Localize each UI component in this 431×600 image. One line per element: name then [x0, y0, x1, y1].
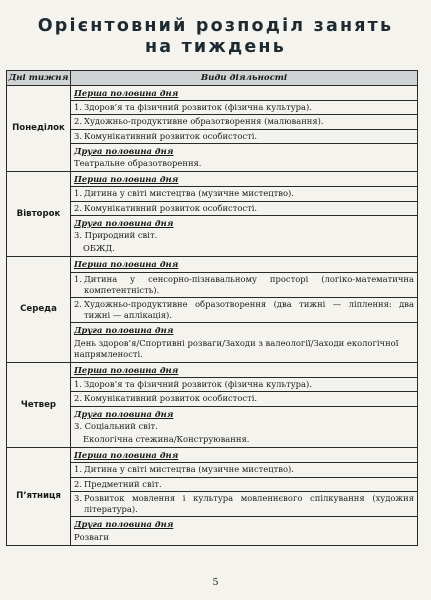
activity-item	[71, 477, 417, 491]
second-half-heading: Друга половина дня	[74, 145, 174, 156]
activity-text: Комунікативний розвиток особистості.	[84, 393, 258, 404]
day-row-first-half	[7, 257, 418, 323]
page-title-line-1: Орієнтовний розподіл занять	[37, 16, 394, 36]
activity-text: Предметний світ.	[84, 478, 162, 489]
activity-item	[71, 129, 417, 143]
second-half-subtext: ОБЖД.	[83, 243, 115, 254]
activity-item	[71, 462, 417, 476]
activity-number: 2.	[74, 478, 82, 489]
day-row-first-half	[7, 363, 418, 407]
second-half-heading: Друга половина дня	[74, 325, 174, 336]
day-name: Середа	[7, 257, 71, 363]
activity-text: Дитина у сенсорно-пізнавальному просторі (логіко-математична компетентність).	[84, 273, 414, 295]
activity-text: Художньо-продуктивне образотворення (малювання).	[84, 116, 324, 127]
activity-number: 2.	[74, 299, 82, 310]
activity-number: 1.	[74, 273, 82, 284]
first-half-cell	[71, 448, 418, 517]
activity-number: 2.	[74, 393, 82, 404]
first-half-heading: Перша половина дня	[74, 450, 179, 461]
day-name: Вівторок	[7, 172, 71, 257]
second-half-cell	[71, 143, 418, 171]
activity-item	[71, 297, 417, 322]
activities-column-header: Види діяльності	[71, 71, 418, 86]
activity-item	[71, 114, 417, 128]
activity-number: 2.	[74, 116, 82, 127]
second-half-text: 3. Соціальний світ.	[74, 420, 158, 431]
second-half-text: 3. Природний світ.	[74, 230, 158, 241]
second-half-text: Розваги	[74, 531, 109, 542]
first-half-heading: Перша половина дня	[74, 365, 179, 376]
activity-number: 2.	[74, 202, 82, 213]
activity-item	[71, 186, 417, 200]
activity-number: 3.	[74, 130, 82, 141]
table-header-row	[7, 71, 418, 86]
first-half-heading: Перша половина дня	[74, 174, 179, 185]
day-row-first-half	[7, 86, 418, 144]
activity-item	[71, 391, 417, 405]
activity-number: 3.	[74, 492, 82, 503]
day-row-first-half	[7, 172, 418, 216]
activity-text: Розвиток мовлення і культура мовленнєвого спілкування (художня література).	[84, 492, 414, 515]
activity-text: Дитина у світі мистецтва (музичне мистецтво).	[84, 188, 294, 199]
second-half-text: День здоров’я/Спортивні розваги/Заходи з валеології/Заходи екологічної напрямленості.	[74, 337, 399, 359]
day-column-header: Дні тижня	[7, 71, 71, 86]
first-half-cell	[71, 363, 418, 407]
second-half-heading: Друга половина дня	[74, 519, 174, 530]
activity-text: Здоров’я та фізичний розвиток (фізична культура).	[84, 379, 312, 390]
second-half-cell	[71, 406, 418, 448]
activity-item	[71, 272, 417, 297]
page-title	[0, 16, 431, 58]
activity-number: 1.	[74, 102, 82, 113]
activity-number: 1.	[74, 464, 82, 475]
activity-item	[71, 201, 417, 215]
first-half-cell	[71, 86, 418, 144]
first-half-cell	[71, 172, 418, 216]
schedule-body	[7, 86, 418, 546]
activity-item	[71, 100, 417, 114]
activity-item	[71, 377, 417, 391]
activity-text: Комунікативний розвиток особистості.	[84, 202, 258, 213]
day-row-first-half	[7, 448, 418, 517]
activity-number: 1.	[74, 379, 82, 390]
page-number: 5	[212, 577, 219, 588]
activity-item	[71, 491, 417, 516]
page-title-line-2: на тиждень	[145, 37, 286, 57]
activity-text: Художньо-продуктивне образотворення (два тижні — ліплення: два тижні — аплікація).	[84, 299, 414, 321]
day-name: Понеділок	[7, 86, 71, 172]
day-name: П’ятниця	[7, 448, 71, 545]
second-half-cell	[71, 215, 418, 257]
second-half-subtext: Екологічна стежина/Конструювання.	[83, 434, 250, 445]
activity-text: Комунікативний розвиток особистості.	[84, 130, 258, 141]
day-name: Четвер	[7, 363, 71, 448]
second-half-cell	[71, 517, 418, 545]
activity-number: 1.	[74, 188, 82, 199]
second-half-heading: Друга половина дня	[74, 408, 174, 419]
first-half-cell	[71, 257, 418, 323]
activity-text: Дитина у світі мистецтва (музичне мистецтво).	[84, 464, 294, 475]
first-half-heading: Перша половина дня	[74, 259, 179, 270]
first-half-heading: Перша половина дня	[74, 88, 179, 98]
activity-text: Здоров’я та фізичний розвиток (фізична культура).	[84, 102, 312, 113]
second-half-heading: Друга половина дня	[74, 217, 174, 228]
second-half-text: Театральне образотворення.	[74, 158, 202, 169]
weekly-schedule-table	[6, 70, 418, 546]
second-half-cell	[71, 323, 418, 363]
